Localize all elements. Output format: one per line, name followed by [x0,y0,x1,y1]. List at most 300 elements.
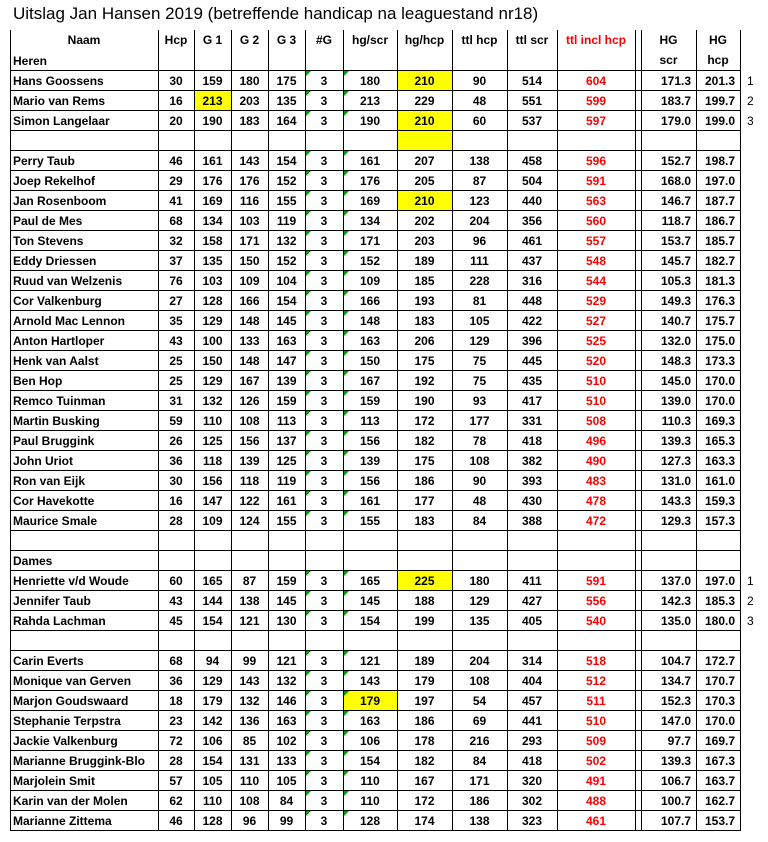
cell-ttlhcp: 138 [469,814,490,828]
cell-ng: 3 [305,351,343,371]
cell-ttlhcp: 129 [469,594,490,608]
cell-g2: 118 [239,474,260,488]
cell-ttlscr: 396 [521,334,543,348]
cell-g3: 130 [276,614,297,628]
cell-ttlscr: 314 [521,654,543,668]
cell-g1: 144 [202,594,223,608]
cell-hgs: 143.3 [660,494,691,508]
page-title: Uitslag Jan Hansen 2019 (betreffende handicap na leaguestand nr18) [13,4,539,23]
grid-line [194,70,195,831]
cell-hgh: 186.7 [704,214,735,228]
grid-line [10,230,740,231]
cell-g1: 110 [202,794,223,808]
cell-ttlhcp: 96 [472,234,487,248]
cell-hgscr: 106 [343,731,397,751]
cell-g2: 108 [239,794,260,808]
cell-g1: 213 [194,91,231,111]
cell-g3: 119 [276,214,297,228]
cell-ng: 3 [305,151,343,171]
cell-g3: 102 [276,734,297,748]
cell-hgh: 172.7 [704,654,735,668]
cell-g3: 152 [276,174,297,188]
cell-name: Marianne Zittema [13,814,112,828]
cell-hcp: 46 [169,814,183,828]
cell-hgscr: 163 [343,711,397,731]
cell-hgs: 106.7 [660,774,691,788]
cell-ttlhcp: 138 [469,154,490,168]
highlight-cell [397,131,452,151]
grid-line [305,30,306,70]
cell-ttl: 502 [585,754,607,768]
cell-name: Karin van der Molen [13,794,128,808]
cell-ng: 3 [305,611,343,631]
cell-name: Stephanie Terpstra [13,714,121,728]
cell-name: John Uriot [13,454,73,468]
grid-line [231,70,232,831]
cell-hghcp: 193 [414,294,435,308]
grid-line [10,630,740,631]
cell-hghcp: 172 [414,794,435,808]
grid-line [10,190,740,191]
cell-name: Jennifer Taub [13,594,91,608]
header-hg-hcp: HG [709,33,727,47]
cell-g1: 154 [202,754,223,768]
cell-name: Maurice Smale [13,514,98,528]
grid-line [10,770,740,771]
cell-ttlscr: 405 [521,614,543,628]
cell-hgs: 183.7 [660,94,691,108]
cell-g2: 131 [239,754,260,768]
header-ttl-incl-hcp: ttl incl hcp [566,33,626,47]
cell-hcp: 28 [169,514,183,528]
cell-hcp: 31 [169,394,183,408]
grid-line [10,150,740,151]
cell-g3: 155 [276,194,297,208]
cell-ttlhcp: 75 [472,354,487,368]
cell-g1: 128 [202,294,223,308]
cell-hgs: 147.0 [660,714,691,728]
cell-hcp: 57 [169,774,183,788]
grid-line [10,530,740,531]
cell-g2: 122 [239,494,260,508]
header-g1: G 1 [202,33,223,47]
grid-line [10,110,740,111]
cell-ng: 3 [305,451,343,471]
rank-label: 1 [747,74,754,88]
cell-hghcp: 175 [414,354,435,368]
cell-g1: 147 [202,494,223,508]
cell-g3: 119 [276,474,297,488]
cell-hghcp: 229 [414,94,435,108]
cell-ttlhcp: 186 [469,794,490,808]
cell-hgscr: 128 [343,811,397,831]
cell-ng: 3 [305,771,343,791]
cell-g1: 129 [202,374,223,388]
grid-line [10,470,740,471]
cell-name: Henriette v/d Woude [13,574,129,588]
cell-hghcp: 183 [414,314,435,328]
cell-ttl: 496 [585,434,607,448]
cell-ttl: 483 [585,474,607,488]
grid-line [641,30,642,70]
cell-ng: 3 [305,311,343,331]
cell-hgs: 104.7 [660,654,691,668]
cell-hgscr: 171 [343,231,397,251]
cell-g1: 158 [202,234,223,248]
cell-hgscr: 156 [343,471,397,491]
cell-ng: 3 [305,791,343,811]
cell-ttl: 491 [585,774,607,788]
cell-g1: 125 [202,434,223,448]
cell-hgs: 97.7 [667,734,691,748]
cell-hcp: 16 [169,494,183,508]
cell-g3: 163 [276,714,297,728]
cell-ttlscr: 422 [521,314,543,328]
cell-hghcp: 179 [414,674,435,688]
cell-hcp: 26 [169,434,183,448]
header-hg-scr: HG [659,33,678,47]
grid-line [635,30,636,70]
cell-name: Cor Valkenburg [13,294,102,308]
grid-line [397,70,398,831]
grid-line [740,70,741,831]
cell-hgs: 148.3 [660,354,691,368]
rank-label: 2 [747,94,754,108]
cell-hgh: 163.7 [704,774,735,788]
grid-line [10,730,740,731]
cell-hghcp: 210 [397,71,452,91]
cell-hghcp: 210 [397,191,452,211]
cell-ttlhcp: 180 [469,574,490,588]
cell-name: Jan Rosenboom [13,194,107,208]
cell-g1: 142 [202,714,223,728]
cell-g2: 110 [239,774,260,788]
cell-ttlhcp: 93 [472,394,487,408]
cell-hgscr: 134 [343,211,397,231]
cell-ng: 3 [305,811,343,831]
cell-ttl: 599 [585,94,607,108]
cell-ttlscr: 461 [521,234,543,248]
cell-g3: 137 [276,434,297,448]
cell-ttlhcp: 48 [472,494,487,508]
cell-hghcp: 207 [414,154,435,168]
cell-ng: 3 [305,271,343,291]
cell-g3: 84 [279,794,294,808]
cell-g1: 110 [202,414,223,428]
grid-line [10,170,740,171]
cell-ng: 3 [305,691,343,711]
cell-ng: 3 [305,511,343,531]
cell-g3: 125 [276,454,297,468]
cell-g1: 159 [202,74,223,88]
cell-ttlhcp: 81 [472,294,487,308]
cell-ng: 3 [305,471,343,491]
cell-hcp: 46 [169,154,183,168]
cell-g2: 109 [239,274,260,288]
cell-hcp: 45 [169,614,183,628]
header-naam: Naam [67,33,101,47]
cell-hgs: 131.0 [660,474,691,488]
cell-ttlscr: 458 [521,154,543,168]
header-g2: G 2 [239,33,260,47]
cell-ng: 3 [305,571,343,591]
cell-hghcp: 186 [414,714,435,728]
cell-ng: 3 [305,371,343,391]
cell-name: Arnold Mac Lennon [13,314,125,328]
cell-hcp: 35 [169,314,183,328]
cell-hgscr: 152 [343,251,397,271]
cell-ttl: 556 [585,594,607,608]
cell-ttl: 544 [585,274,607,288]
cell-ttlhcp: 228 [469,274,490,288]
grid-line [10,610,740,611]
section-dames: Dames [13,554,53,568]
cell-hcp: 30 [169,474,183,488]
cell-hcp: 72 [169,734,183,748]
cell-hcp: 30 [169,74,183,88]
cell-ttlscr: 293 [521,734,543,748]
cell-g2: 116 [239,194,260,208]
cell-name: Marjolein Smit [13,774,96,788]
grid-line [158,70,159,831]
header-games: #G [315,33,332,47]
cell-hgh: 170.0 [704,374,735,388]
cell-hgh: 201.3 [704,74,735,88]
cell-hcp: 68 [169,654,183,668]
cell-name: Carin Everts [13,654,84,668]
cell-g2: 124 [239,514,260,528]
cell-hgs: 139.0 [660,394,691,408]
cell-g3: 152 [276,254,297,268]
cell-hghcp: 172 [414,414,435,428]
cell-ttlhcp: 54 [472,694,487,708]
cell-hgscr: 155 [343,511,397,531]
cell-ttl: 461 [585,814,607,828]
cell-hgscr: 179 [343,691,397,711]
cell-ng: 3 [305,651,343,671]
cell-hgs: 168.0 [660,174,691,188]
cell-ng: 3 [305,291,343,311]
cell-hgscr: 167 [343,371,397,391]
cell-g2: 99 [242,654,257,668]
cell-hgs: 105.3 [660,274,691,288]
cell-hgh: 159.3 [704,494,735,508]
cell-hcp: 16 [169,94,183,108]
cell-ttlscr: 323 [521,814,543,828]
cell-hghcp: 206 [414,334,435,348]
cell-g3: 154 [276,294,297,308]
grid-line [507,30,508,70]
cell-hgscr: 163 [343,331,397,351]
cell-g1: 129 [202,314,223,328]
cell-hgs: 137.0 [660,574,691,588]
cell-ttlscr: 440 [521,194,543,208]
cell-hgscr: 109 [343,271,397,291]
cell-ttlhcp: 84 [472,514,487,528]
grid-line [343,70,344,831]
cell-g1: 165 [202,574,223,588]
cell-hgs: 146.7 [660,194,691,208]
cell-ng: 3 [305,431,343,451]
cell-g3: 132 [276,234,297,248]
cell-hgs: 145.0 [660,374,691,388]
cell-g1: 169 [202,194,223,208]
cell-ttl: 508 [585,414,607,428]
cell-hghcp: 183 [414,514,435,528]
grid-line [10,450,740,451]
cell-ttlhcp: 60 [472,114,487,128]
cell-ttl: 510 [585,374,607,388]
cell-hgscr: 159 [343,391,397,411]
cell-ttl: 488 [585,794,607,808]
cell-g3: 133 [276,754,297,768]
cell-ng: 3 [305,191,343,211]
grid-line [10,390,740,391]
cell-ttl: 527 [585,314,607,328]
cell-name: Cor Havekotte [13,494,95,508]
cell-g3: 164 [276,114,297,128]
cell-hghcp: 205 [414,174,435,188]
cell-ttlscr: 418 [521,434,543,448]
grid-line [268,30,269,70]
cell-hgscr: 121 [343,651,397,671]
cell-ng: 3 [305,391,343,411]
cell-hgscr: 110 [343,771,397,791]
cell-g3: 145 [276,594,297,608]
cell-ttl: 529 [585,294,607,308]
cell-ttl: 520 [585,354,607,368]
cell-hgh: 157.3 [704,514,735,528]
cell-hgscr: 176 [343,171,397,191]
cell-ttl: 512 [585,674,607,688]
cell-hgs: 127.3 [660,454,691,468]
cell-ttlhcp: 75 [472,374,487,388]
cell-ttlscr: 437 [521,254,543,268]
cell-ng: 3 [305,251,343,271]
grid-line [10,330,740,331]
cell-ng: 3 [305,71,343,91]
cell-ttl: 596 [585,154,607,168]
grid-line [10,590,740,591]
cell-hghcp: 178 [414,734,435,748]
cell-hghcp: 167 [414,774,435,788]
rank-label: 2 [747,594,754,608]
grid-line [10,290,740,291]
grid-line [641,70,642,831]
cell-ttlscr: 551 [521,94,543,108]
cell-g3: 154 [276,154,297,168]
cell-g3: 135 [276,94,297,108]
cell-g2: 103 [239,214,260,228]
cell-ttlhcp: 84 [472,754,487,768]
cell-g3: 145 [276,314,297,328]
cell-ng: 3 [305,231,343,251]
cell-name: Ron van Eijk [13,474,86,488]
cell-g1: 135 [202,254,223,268]
grid-line [696,30,697,70]
cell-hgs: 110.3 [661,414,691,428]
cell-ttl: 510 [585,714,607,728]
cell-name: Ben Hop [13,374,63,388]
cell-g3: 175 [276,74,297,88]
grid-line [10,250,740,251]
cell-ng: 3 [305,331,343,351]
cell-g2: 108 [239,414,260,428]
cell-hgscr: 213 [343,91,397,111]
cell-ttlscr: 388 [521,514,543,528]
cell-ng: 3 [305,751,343,771]
cell-hgh: 180.0 [704,614,735,628]
cell-ttl: 591 [585,174,607,188]
cell-hgs: 145.7 [660,254,691,268]
cell-g2: 133 [239,334,260,348]
rank-label: 3 [747,114,754,128]
section-heren: Heren [13,54,48,68]
cell-g2: 171 [239,234,260,248]
cell-g1: 190 [202,114,223,128]
cell-ttlscr: 404 [521,674,543,688]
cell-ttlscr: 316 [521,274,543,288]
cell-g3: 159 [276,574,297,588]
cell-hgh: 161.0 [704,474,735,488]
header-hg-scr-sub: scr [659,53,678,67]
header-hg-hcp-sub: hcp [707,53,729,67]
cell-ttlscr: 430 [521,494,543,508]
grid-line [343,30,344,70]
cell-g2: 166 [239,294,260,308]
cell-ng: 3 [305,591,343,611]
cell-hcp: 60 [169,574,183,588]
cell-hgs: 140.7 [660,314,691,328]
cell-ttlscr: 417 [521,394,543,408]
cell-hgs: 139.3 [660,434,691,448]
cell-hghcp: 202 [414,214,435,228]
cell-ttlscr: 504 [521,174,543,188]
grid-line [507,70,508,831]
grid-line [557,30,558,70]
cell-g1: 129 [202,674,223,688]
cell-g3: 163 [276,334,297,348]
cell-hgh: 167.3 [704,754,735,768]
cell-ttlhcp: 69 [472,714,487,728]
cell-ttlhcp: 108 [469,454,490,468]
cell-g3: 113 [276,414,297,428]
header-g3: G 3 [276,33,297,47]
cell-hcp: 25 [169,374,183,388]
cell-hgs: 132.0 [660,334,691,348]
cell-g2: 180 [239,74,260,88]
cell-ttlhcp: 78 [472,434,487,448]
grid-line [194,30,195,70]
cell-hgh: 176.3 [704,294,735,308]
cell-ttlscr: 441 [521,714,543,728]
grid-line [10,410,740,411]
cell-hgh: 170.0 [704,394,735,408]
cell-hgh: 197.0 [704,174,735,188]
cell-hgs: 142.3 [660,594,691,608]
cell-hgh: 163.3 [704,454,735,468]
grid-line [452,70,453,831]
cell-hcp: 59 [169,414,183,428]
cell-hghcp: 192 [414,374,435,388]
cell-g1: 156 [202,474,223,488]
cell-hgh: 185.3 [704,594,735,608]
cell-hgh: 169.7 [704,734,735,748]
grid-line [10,570,740,571]
cell-hgscr: 143 [343,671,397,691]
cell-g3: 147 [276,354,297,368]
grid-line [10,430,740,431]
